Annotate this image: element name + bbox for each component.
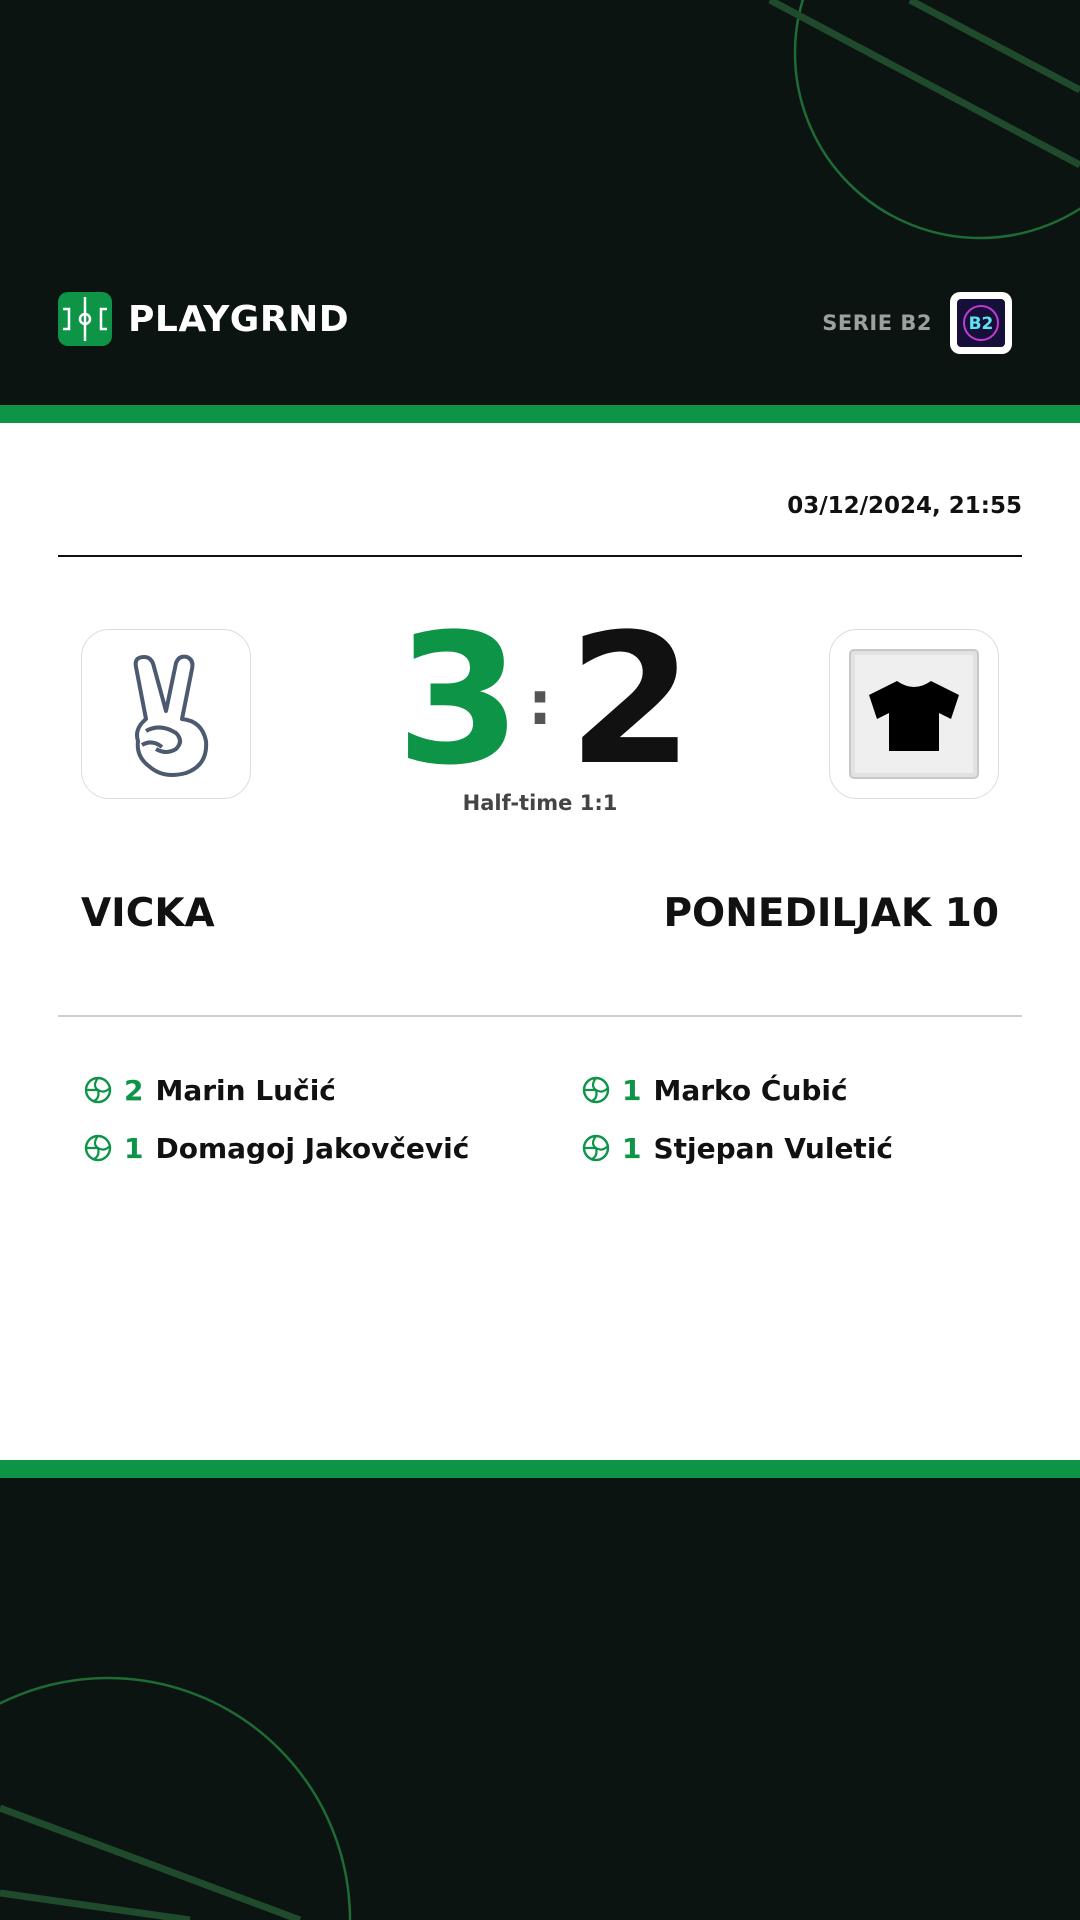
divider <box>58 555 1022 557</box>
goal-count: 1 <box>622 1073 642 1107</box>
accent-stripe-bottom <box>0 1460 1080 1478</box>
accent-stripe-top <box>0 405 1080 423</box>
goal-count: 1 <box>124 1131 144 1165</box>
league-name: SERIE B2 <box>822 311 932 335</box>
home-score: 3 <box>396 596 522 805</box>
goal-count: 1 <box>622 1131 642 1165</box>
match-card <box>0 423 1080 1460</box>
brand <box>58 292 349 346</box>
player-name: Marko Ćubić <box>653 1073 848 1107</box>
league-badge-text: B2 <box>968 314 994 334</box>
pitch-logo-icon <box>58 292 112 346</box>
player-name: Stjepan Vuletić <box>653 1131 894 1165</box>
scorer-row <box>84 1073 469 1107</box>
football-icon <box>582 1134 610 1162</box>
away-score: 2 <box>568 596 694 805</box>
score-separator: : <box>528 669 552 739</box>
halftime-score: Half-time 1:1 <box>462 791 618 815</box>
footer <box>0 1478 1080 1920</box>
home-scorers <box>84 1073 469 1189</box>
goal-count: 2 <box>124 1073 144 1107</box>
away-scorers <box>582 1073 893 1189</box>
black-shirt-icon <box>847 647 981 781</box>
league-badge-icon <box>950 292 1012 354</box>
football-icon <box>84 1134 112 1162</box>
scorer-row <box>84 1131 469 1165</box>
football-icon <box>582 1076 610 1104</box>
pitch-decoration <box>0 1478 1080 1920</box>
football-icon <box>84 1076 112 1104</box>
victory-hand-icon <box>106 649 226 779</box>
player-name: Domagoj Jakovčević <box>155 1131 470 1165</box>
match-datetime: 03/12/2024, 21:55 <box>787 493 1022 519</box>
home-team-name: VICKA <box>81 891 215 936</box>
home-team-crest <box>81 629 251 799</box>
away-team-name: PONEDILJAK 10 <box>663 891 999 936</box>
scorer-row <box>582 1131 893 1165</box>
league <box>822 292 1012 354</box>
away-team-crest <box>829 629 999 799</box>
scorer-row <box>582 1073 893 1107</box>
header <box>0 0 1080 405</box>
brand-name: PLAYGRND <box>128 298 350 340</box>
player-name: Marin Lučić <box>155 1073 336 1107</box>
divider <box>58 1015 1022 1017</box>
